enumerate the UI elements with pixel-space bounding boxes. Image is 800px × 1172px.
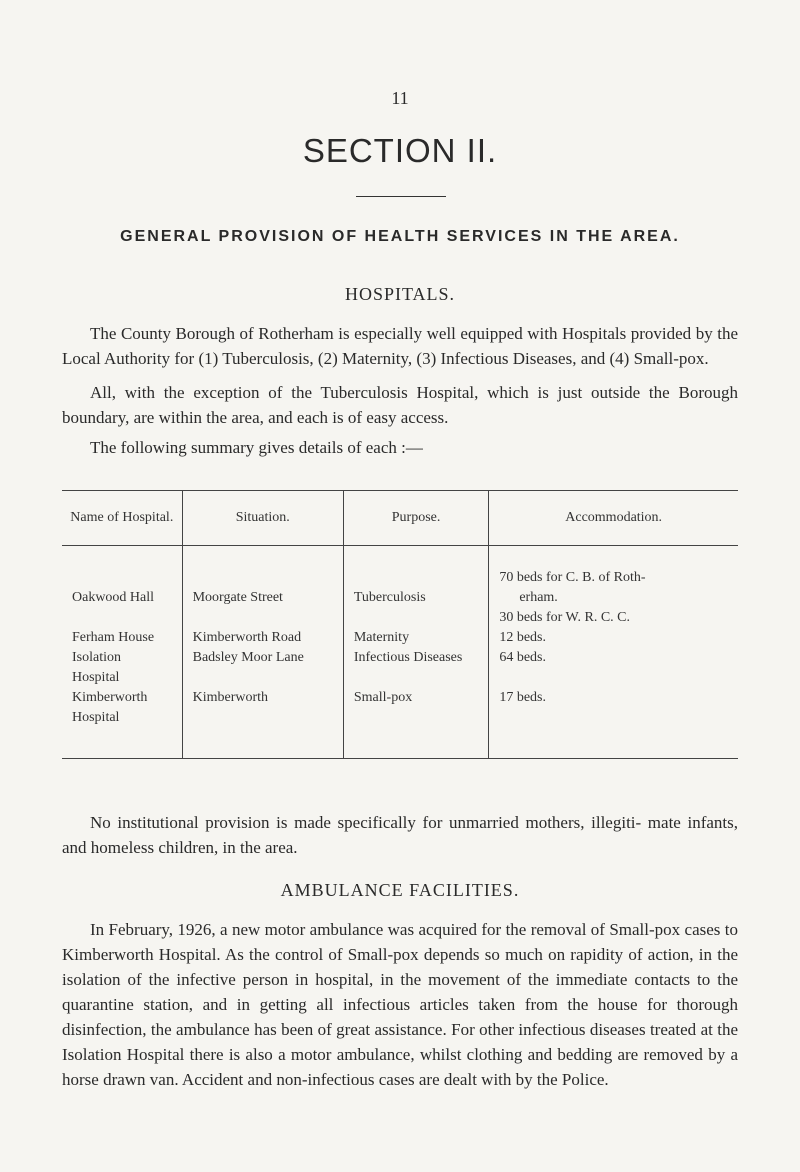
summary-intro-paragraph: The following summary gives details of each :— bbox=[90, 438, 423, 457]
cell-name: Oakwood Hall bbox=[72, 590, 155, 605]
table-row bbox=[62, 648, 738, 688]
hospitals-heading: HOSPITALS. bbox=[344, 284, 456, 304]
intro-paragraph: The County Borough of Rotherham is especially well equipped with Hospitals provided by the Local Authority for (1) Tuberculosis, (2) Maternity, (3) Infectious Diseases, and (4) Small-pox. bbox=[62, 324, 738, 368]
cell-situation: Kimberworth Road bbox=[182, 628, 343, 648]
cell-purpose: Infectious Diseases bbox=[343, 648, 488, 688]
ambulance-heading: AMBULANCE FACILITIES. bbox=[280, 880, 520, 900]
title-rule bbox=[356, 196, 446, 197]
header-situation: Situation. bbox=[182, 491, 343, 546]
cell-situation: Moorgate Street bbox=[182, 546, 343, 629]
cell-accommodation: 70 beds for C. B. of Roth- erham. 30 beds for W. R. C. C. bbox=[489, 546, 738, 629]
cell-name: Kimberworth Hospital bbox=[72, 690, 148, 725]
cell-purpose: Small-pox bbox=[343, 688, 488, 759]
cell-purpose: Maternity bbox=[343, 628, 488, 648]
table-row bbox=[62, 688, 738, 759]
cell-accommodation: 12 beds. bbox=[489, 628, 738, 648]
cell-situation: Kimberworth bbox=[182, 688, 343, 759]
section-title: SECTION II. bbox=[302, 132, 498, 169]
page-number: 11 bbox=[391, 88, 409, 108]
exception-paragraph: All, with the exception of the Tuberculosis Hospital, which is just outside the Borough boundary, are within the area, and each is of easy access. bbox=[62, 383, 738, 427]
hospitals-table bbox=[62, 490, 738, 759]
table-row bbox=[62, 628, 738, 648]
header-accommodation: Accommodation. bbox=[489, 491, 738, 546]
main-heading: GENERAL PROVISION OF HEALTH SERVICES IN THE AREA. bbox=[120, 228, 680, 245]
cell-name: Isolation Hospital bbox=[72, 650, 121, 685]
header-name: Name of Hospital. bbox=[62, 491, 182, 546]
cell-situation: Badsley Moor Lane bbox=[182, 648, 343, 688]
institutional-provision-paragraph: No institutional provision is made specifically for unmarried mothers, illegiti- mate infants, and homeless children, in the area. bbox=[62, 813, 738, 857]
header-purpose: Purpose. bbox=[343, 491, 488, 546]
cell-name: Ferham House bbox=[72, 630, 155, 645]
cell-purpose: Tuberculosis bbox=[343, 546, 488, 629]
ambulance-paragraph: In February, 1926, a new motor ambulance was acquired for the removal of Small-pox cases to Kimberworth Hospital. As the control of Small-pox depends so much on rapidity of action, in the isolation of the infective person in hospital, in the movement of the immediate contacts to the quarantine station, and in getting all infectious articles taken from the house for thorough disinfection, the ambulance has been of great assistance. For other infectious diseases treated at the Isolation Hospital there is also a motor ambulance, whilst clothing and bedding are removed by a horse drawn van. Accident and non-infectious cases are dealt with by the Police. bbox=[62, 920, 738, 1089]
table-header-row bbox=[62, 491, 738, 546]
cell-accommodation: 17 beds. bbox=[489, 688, 738, 759]
cell-accommodation: 64 beds. bbox=[489, 648, 738, 688]
table-row bbox=[62, 546, 738, 629]
